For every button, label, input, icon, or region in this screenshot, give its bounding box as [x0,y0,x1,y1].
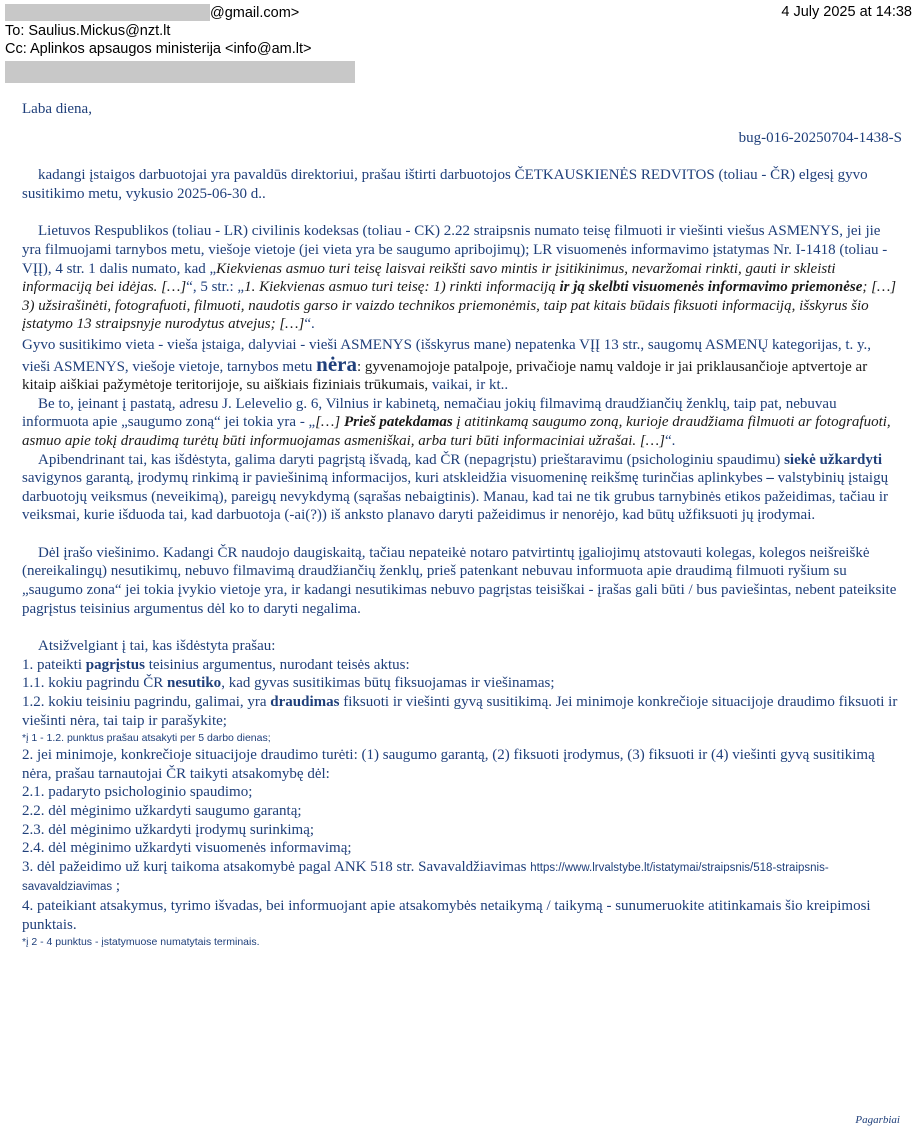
deadline-note-1: *į 1 - 1.2. punktus prašau atsakyti per 5 darbo dienas; [22,732,271,745]
paragraph-request: kadangi įstaigos darbuotojai yra pavaldūs direktoriui, prašau ištirti darbuotojos ČETKAUSKIENĖS REDVITOS (toliau - ČR) elgesį gyvo susitikimo metu, vykusio 2025-06-30 d.. [22,167,868,202]
greeting: Laba diena, [22,101,92,117]
list-item-2: 2. jei minimoje, konkrečioje situacijoje draudimo turėti: (1) saugumo garantą, (2) fiksuoti įrodymus, (3) fiksuoti ir (4) viešinti gyvą susitikimą nėra, prašau tarnautojai ČR taikyti atsakomybę dėl: [22,747,875,782]
redacted-sender-name [5,4,210,21]
list-item-2-2: 2.2. dėl mėginimo užkardyti saugumo garantą; [22,803,302,819]
paragraph-summary: Apibendrinant tai, kas išdėstyta, galima daryti pagrįstą išvadą, kad ČR (nepagrįstu) prieštaravimu (psichologiniu spaudimu) siekė užkardyti savigynos garantą, įrodymų rinkimą ir paviešinimą informacijos, kuri atskleidžia visuomeninę reikšmę turinčias aplinkybes – valstybinių įstaigų darbuotojų veiksmus (neveikimą), pareigų nevykdymą (sąrašas nebaigtinis). Manau, kad tai ne tik grubus tarnybinės etikos pažeidimas, tačiau ir veiksmai, kurie išduoda tai, kad darbuotoja (-ai(?)) iš anksto planavo daryti pažeidimus ir nenorėjo, kad būtų užfiksuoti jų įrodymai. [22,451,889,524]
list-item-2-4: 2.4. dėl mėginimo užkardyti visuomenės informavimą; [22,840,352,857]
law-link[interactable]: https://www.lrvalstybe.lt/istatymai/straipsnis/518-straipsnis-savavaldziavimas [22,861,829,894]
paragraph-no-signs: Be to, įeinant į pastatą, adresu J. Lelevelio g. 6, Vilnius ir kabinetą, nemačiau jokių filmavimą draudžiančių ženklų, taip pat, nebuvau informuota apie „saugumo zoną“ jei tokia yra - „[…] Prieš patekdamas į atitinkamą saugumo zoną, kurioje draudžiama filmuoti ar fotografuoti, asmuo apie tokį draudimą turėtų būti informuojamas asmeniškai, arba turi būti informaciniai užrašai. […]“. [22,395,891,449]
list-item-1: 1. pateikti pagrįstus teisinius argumentus, nurodant teisės aktus: [22,656,410,673]
signature: Pagarbiai [855,1114,900,1126]
paragraph-meeting-place: Gyvo susitikimo vieta - vieša įstaiga, dalyviai - vieši ASMENYS (išskyrus mane) nepatenka VĮĮ 13 str., saugomų ASMENŲ kategorijas, t. y., vieši ASMENYS, viešoje vietoje, tarnybos metu nėra: gyvenamojoje patalpoje, privačioje namų valdoje ir jai priklausančioje aptvertoje ar kitaip aiškiai pažymėtoje teritorijoje, su aiškiais fiziniais trūkumais, vaikai, ir kt.. [22,336,872,394]
email-body [22,100,902,950]
paragraph-legal-basis: Lietuvos Respublikos (toliau - LR) civilinis kodeksas (toliau - CK) 2.22 straipsnis numato teisę filmuoti ir viešinti viešus ASMENYS, jei jie yra filmuojami tarnybos metu, viešoje vietoje (jei vieta yra be saugumo apribojimų); LR visuomenės informavimo įstatymas Nr. I-1418 (toliau - VĮĮ), 4 str. 1 dalis numato, kad „Kiekvienas asmuo turi teisę laisvai reikšti savo mintis ir įsitikinimus, nevaržomai rinkti, gauti ir skleisti informaciją bei idėjas. […]“, 5 str.: „1. Kiekvienas asmuo turi teisę: 1) rinkti informaciją ir ją skelbti visuomenės informavimo priemonėse; […] 3) užsirašinėti, fotografuoti, filmuoti, naudotis garso ir vaizdo technikos priemonėmis, taip pat kitais būdais fiksuoti informaciją, išskyrus šio įstatymo 13 straipsnyje nurodytus atvejus; […]“. [22,223,897,333]
list-item-2-3: 2.3. dėl mėginimo užkardyti įrodymų surinkimą; [22,821,315,838]
deadline-note-2: *į 2 - 4 punktus - įstatymuose numatytais terminais. [22,936,260,949]
list-item-4: 4. pateikiant atsakymus, tyrimo išvadas, bei informuojant apie atsakomybės netaikymą / taikymą - sunumeruokite atitinkamais šio kreipimosi punktais. [22,897,871,933]
list-item-1-2: 1.2. kokiu teisiniu pagrindu, galimai, yra draudimas fiksuoti ir viešinti gyvą susitikimą. Jei minimoje konkrečioje situacijoje draudimo fiksuoti ir viešinti nėra, tai taip ir parašykite; [22,694,898,729]
cc-line: Cc: Aplinkos apsaugos ministerija <info@am.lt> [5,41,312,57]
paragraph-publication: Dėl įrašo viešinimo. Kadangi ČR naudojo daugiskaitą, tačiau nepateikė notaro patvirtintų įgaliojimų atstovauti kolegas, kolegos neišreiškė (nereikalingų) nesutikimų, nebuvo filmavimą draudžiančių ženklų, prieš patenkant nebuvau informuota apie draudimą filmuoti ryšium su „saugumo zona“ jei tokia įvykio vietoje yra, ir kadangi nesutikimas nebuvo pagrįstas teisiškai - įrašas gali būti / bus paviešintas, nebent pateiksite pagrįstus teisinius argumentus dėl ko to daryti negalima. [22,544,897,617]
list-item-1-1: 1.1. kokiu pagrindu ČR nesutiko, kad gyvas susitikimas būtų fiksuojamas ir viešinamas; [22,675,555,692]
sender-email: @gmail.com> [210,5,300,21]
list-item-2-1: 2.1. padaryto psichologinio spaudimo; [22,784,253,801]
to-line: To: Saulius.Mickus@nzt.lt [5,23,171,39]
redacted-subject [5,61,355,83]
sent-date: 4 July 2025 at 14:38 [781,4,912,20]
list-item-3: 3. dėl pažeidimo už kurį taikoma atsakomybė pagal ANK 518 str. Savavaldžiavimas https://www.lrvalstybe.lt/istatymai/straipsnis/518-straipsnis-savavaldziavimas ; [22,858,829,895]
reference-number: bug-016-20250704-1438-S [738,129,902,146]
request-intro: Atsižvelgiant į tai, kas išdėstyta prašau: [38,638,276,655]
